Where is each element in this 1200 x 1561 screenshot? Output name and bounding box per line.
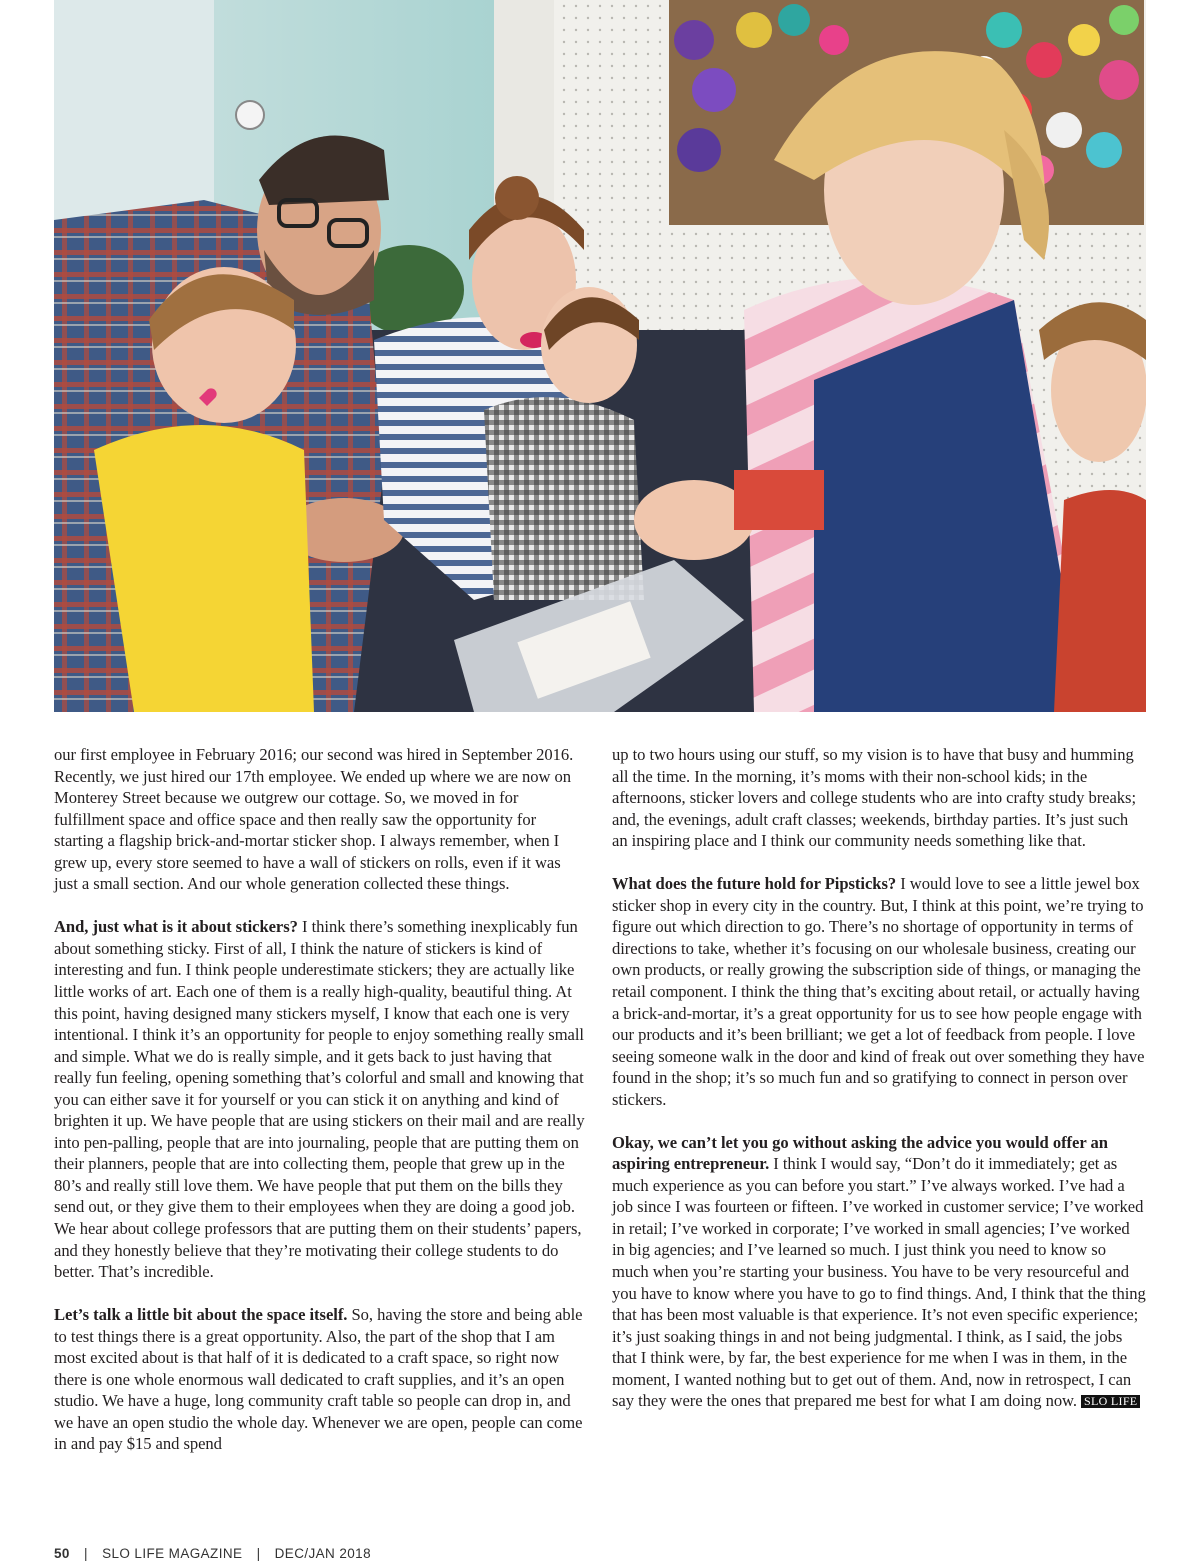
family-sticker-shop-photo bbox=[54, 0, 1146, 712]
paragraph-text: up to two hours using our stuff, so my vision is to have that busy and humming all the time. In the morning, it’s moms with their non-school kids; in the afternoons, sticker lovers and college students who are into crafty study breaks; and, the evenings, adult craft classes; weekends, birthday parties. It’s just such an inspiring place and I think our community needs something like that. bbox=[612, 745, 1137, 851]
paragraph-text: I would love to see a little jewel box sticker shop in every city in the country. But, I think at this point, we’re trying to figure out which direction to go. There’s no shortage of opportunity in terms of directions to take, whether it’s focusing on our wholesale business, creating our own products, or really growing the subscription side of things, or managing the retail component. I think the thing that’s exciting about retail, or actually having a brick-and-mortar, it’s a great opportunity for us to see how people engage with our products and it’s been brilliant; we get a lot of feedback from people. I love seeing someone walk in the door and kind of freak out over something they have found in the shop; it’s so much fun and so gratifying to connect in person over stickers. bbox=[612, 874, 1145, 1109]
page-number: 50 bbox=[54, 1546, 70, 1561]
article-photo bbox=[54, 0, 1146, 712]
paragraph bbox=[54, 916, 588, 1282]
paragraph bbox=[54, 744, 588, 895]
issue-date: DEC/JAN 2018 bbox=[274, 1546, 371, 1561]
footer-divider: | bbox=[83, 1546, 88, 1561]
interview-question: And, just what is it about stickers? bbox=[54, 917, 298, 937]
page-footer bbox=[54, 1546, 371, 1561]
paragraph-text: I think there’s something inexplicably fun about something sticky. First of all, I think the nature of stickers is kind of interesting and fun. I think people underestimate stickers; they are actually like little works of art. Each one of them is a really high-quality, beautiful thing. At this point, having designed many stickers myself, I know that each one is very intentional. I think it’s an opportunity for people to enjoy something really small and simple. What we do is really simple, and it gets back to just having that really fun feeling, opening something that’s colorful and small and knowing that you can either save it for yourself or you can stick it on anything and kind of brighten it up. We have people that are using stickers on their mail and are really into pen-palling, people that are into journaling, people that are putting them on their planners, people that are into collecting them, people that grew up in the 80’s and really still love them. We have people that put them on the bills they send out, or they give them to their employees when they are doing a good job. We hear about college professors that are putting them on their students’ papers, and they honestly believe that they’re motivating their college students to do better. That’s incredible. bbox=[54, 917, 585, 1282]
paragraph bbox=[612, 744, 1146, 852]
paragraph-text: our first employee in February 2016; our second was hired in September 2016. Recently, we just hired our 17th employee. We ended up where we are now on Monterey Street because we outgrew our cottage. So, we moved in for fulfillment space and office space and then really saw the opportunity for starting a flagship brick-and-mortar sticker shop. I always remember, when I grew up, every store seemed to have a wall of stickers on rolls, even if it was just a small section. And our whole generation collected these things. bbox=[54, 745, 574, 894]
paragraph bbox=[612, 873, 1146, 1110]
magazine-name: SLO LIFE MAGAZINE bbox=[102, 1546, 243, 1561]
paragraph-text: I think I would say, “Don’t do it immediately; get as much experience as you can before you start.” I’ve always worked. I’ve had a job since I was fourteen or fifteen. I’ve worked in customer service; I’ve worked in retail; I’ve worked in corporate; I’ve worked in small agencies; I’ve worked in big agencies; and I’ve learned so much. I just think you need to know so much when you’re starting your business. You have to be very resourceful and you have to know where you have to go to find things. And, I think that the thing that has been most valuable is that experience. It’s not even specific experience; it’s just soaking things in and not being judgmental. I think, as I said, the jobs that I think were, by far, the best experience for me when I was in them, in the moment, I wanted nothing but to get out of them. And, now in retrospect, I can say they were the ones that prepared me best for what I am doing now. bbox=[612, 1154, 1146, 1411]
paragraph bbox=[612, 1132, 1146, 1412]
footer-divider: | bbox=[256, 1546, 261, 1561]
article-right-column bbox=[612, 744, 1146, 1433]
article-left-column bbox=[54, 744, 588, 1476]
paragraph bbox=[54, 1304, 588, 1455]
interview-question: Okay, we can’t let you go without asking the advice you would offer an aspiring entrepreneur. bbox=[612, 1132, 1108, 1174]
interview-question: What does the future hold for Pipsticks? bbox=[612, 874, 897, 894]
interview-question: Let’s talk a little bit about the space itself. bbox=[54, 1305, 348, 1325]
paragraph-text: So, having the store and being able to test things there is a great opportunity. Also, the part of the shop that I am most excited about is that half of it is dedicated to a craft space, so right now there is one whole enormous wall dedicated to craft supplies, and it’s an open studio. We have a huge, long community craft table so people can drop in, and we have an open studio the whole day. Whenever we are open, people can come in and pay $15 and spend bbox=[54, 1305, 583, 1454]
end-mark: SLO LIFE bbox=[1081, 1395, 1140, 1408]
